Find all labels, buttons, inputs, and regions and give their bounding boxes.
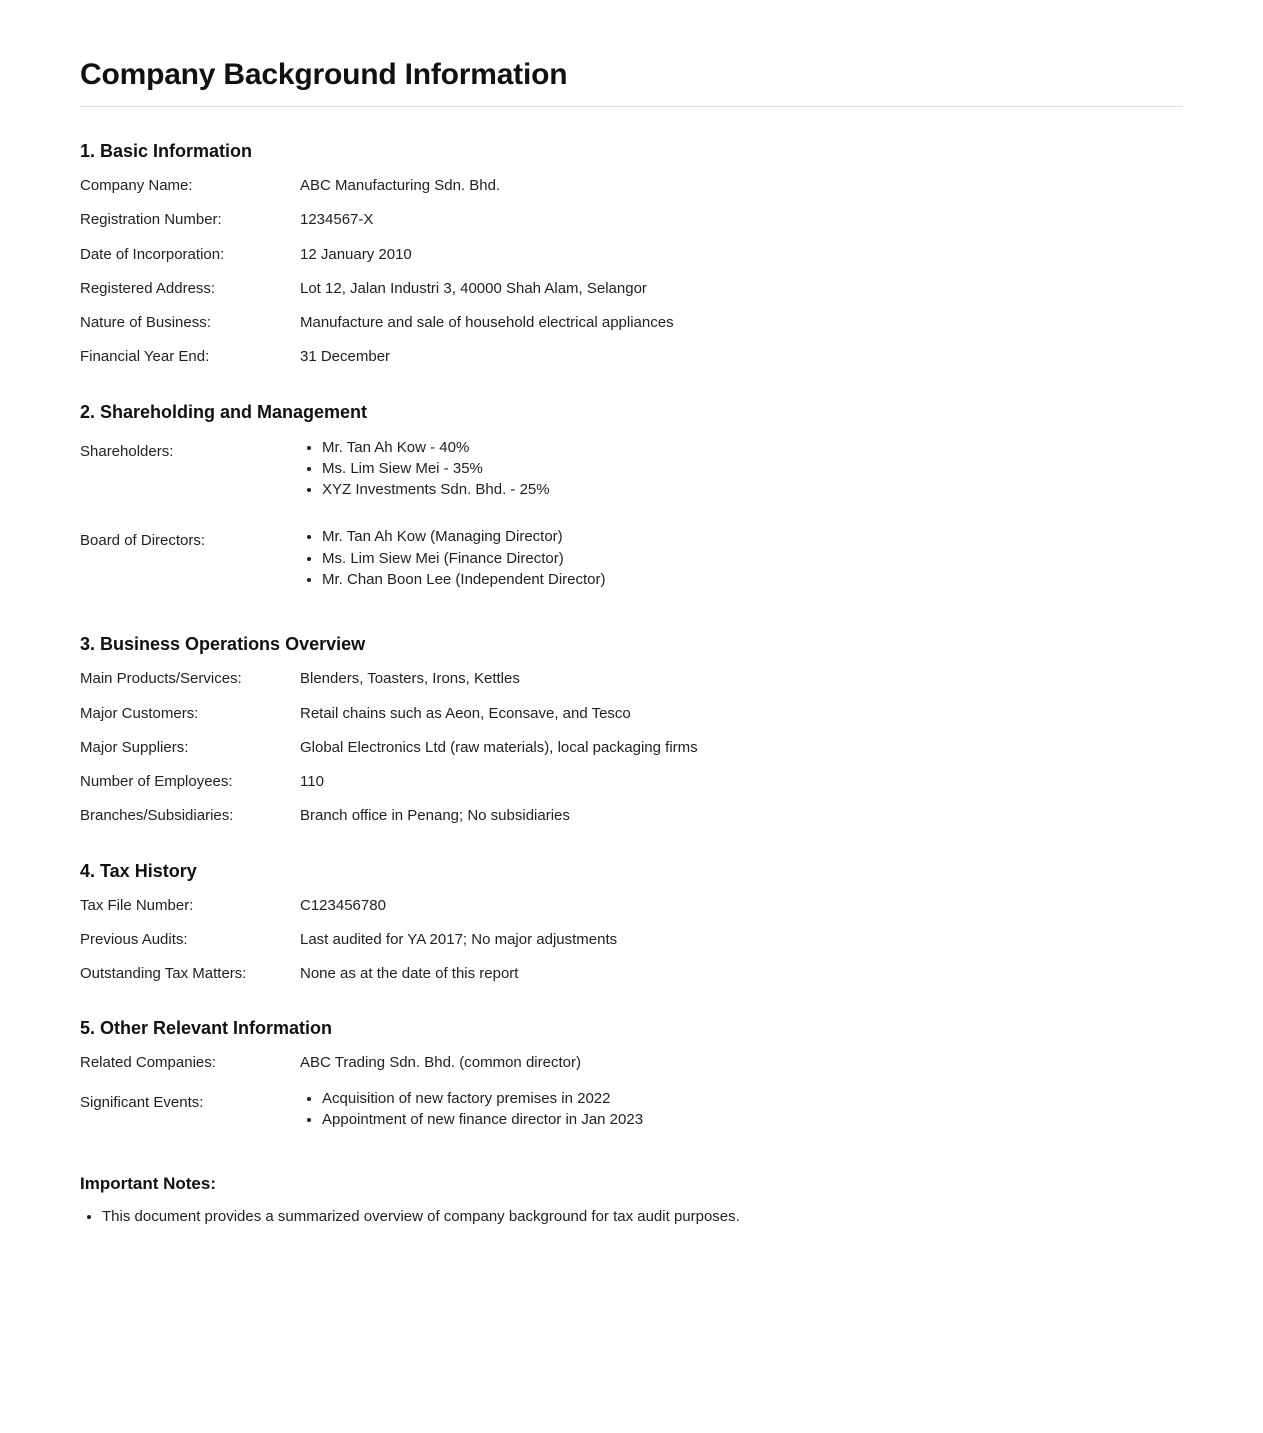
field-label: Registration Number:	[80, 211, 222, 229]
field-label: Previous Audits:	[80, 930, 188, 948]
notes-list	[80, 1206, 1183, 1228]
field-value: None as at the date of this report	[300, 965, 519, 983]
list-item: • Acquisition of new factory premises in 2022	[322, 1088, 643, 1109]
field-label: Major Suppliers:	[80, 738, 189, 756]
field-major-customers	[80, 704, 1183, 724]
field-shareholders	[80, 437, 1183, 501]
list-item: • Mr. Tan Ah Kow - 40%	[322, 437, 550, 458]
section-heading: 5. Other Relevant Information	[80, 1018, 333, 1039]
field-label: Significant Events:	[80, 1093, 204, 1111]
field-value: Retail chains such as Aeon, Econsave, and Tesco	[300, 704, 631, 722]
field-registration-number	[80, 210, 1183, 230]
section-important-notes	[80, 1174, 1183, 1228]
field-label: Registered Address:	[80, 279, 216, 297]
field-value: 1234567-X	[300, 211, 374, 229]
list-item: • Mr. Chan Boon Lee (Independent Director)	[322, 569, 606, 590]
list-item: • Ms. Lim Siew Mei (Finance Director)	[322, 548, 606, 569]
field-label: Nature of Business:	[80, 314, 211, 331]
notes-heading: Important Notes:	[80, 1174, 216, 1194]
field-company-name	[80, 176, 1183, 196]
section-heading: 1. Basic Information	[80, 141, 253, 161]
section-shareholding-and-management	[80, 402, 1183, 591]
field-tax-file-number	[80, 896, 1183, 916]
field-label: Shareholders:	[80, 442, 174, 460]
list-item: • Mr. Tan Ah Kow (Managing Director)	[322, 526, 606, 547]
list-item: • Ms. Lim Siew Mei - 35%	[322, 458, 550, 479]
field-value: 31 December	[300, 348, 391, 366]
field-value: Blenders, Toasters, Irons, Kettles	[300, 670, 520, 688]
field-value	[300, 437, 550, 501]
field-value: Branch office in Penang; No subsidiaries	[300, 807, 570, 825]
list-item: • This document provides a summarized overview of company background for tax audit purposes.	[102, 1206, 1183, 1228]
field-label: Main Products/Services:	[80, 670, 242, 688]
field-label: Major Customers:	[80, 704, 199, 722]
field-value	[300, 1088, 643, 1131]
list-item: • XYZ Investments Sdn. Bhd. - 25%	[322, 479, 550, 500]
significant-events-list	[300, 1088, 643, 1131]
field-value: Global Electronics Ltd (raw materials), local packaging firms	[300, 738, 698, 756]
field-value: ABC Trading Sdn. Bhd. (common director)	[300, 1054, 581, 1072]
section-heading: 4. Tax History	[80, 860, 197, 881]
field-value: C123456780	[300, 896, 386, 914]
field-nature-of-business	[80, 313, 1183, 333]
field-registered-address	[80, 279, 1183, 299]
section-heading: 2. Shareholding and Management	[80, 401, 368, 422]
section-heading: 3. Business Operations Overview	[80, 634, 366, 655]
field-value	[300, 526, 606, 590]
field-major-suppliers	[80, 738, 1183, 758]
field-label: Date of Incorporation:	[80, 245, 225, 263]
field-label: Company Name:	[80, 177, 193, 194]
section-other-relevant-information	[80, 1018, 1183, 1130]
list-item: • Appointment of new finance director in Jan 2023	[322, 1109, 643, 1130]
field-outstanding-tax-matters	[80, 964, 1183, 984]
field-date-of-incorporation	[80, 245, 1183, 265]
field-number-of-employees	[80, 772, 1183, 792]
field-value: 12 January 2010	[300, 245, 412, 263]
section-tax-history	[80, 861, 1183, 985]
field-main-products-services	[80, 669, 1183, 689]
field-financial-year-end	[80, 347, 1183, 367]
section-basic-information	[80, 141, 1183, 368]
field-board-of-directors	[80, 526, 1183, 590]
field-label: Financial Year End:	[80, 348, 210, 366]
field-branches-subsidiaries	[80, 806, 1183, 826]
field-significant-events	[80, 1088, 1183, 1131]
field-value: Last audited for YA 2017; No major adjustments	[300, 930, 618, 948]
page-title: Company Background Information	[80, 58, 568, 91]
section-business-operations-overview	[80, 634, 1183, 826]
field-label: Related Companies:	[80, 1054, 216, 1072]
field-label: Branches/Subsidiaries:	[80, 807, 234, 825]
title-divider	[80, 106, 1183, 107]
field-previous-audits	[80, 930, 1183, 950]
field-label: Number of Employees:	[80, 773, 233, 791]
field-value: ABC Manufacturing Sdn. Bhd.	[300, 177, 501, 194]
field-label: Board of Directors:	[80, 532, 206, 550]
shareholders-list	[300, 437, 550, 501]
directors-list	[300, 526, 606, 590]
field-value: Manufacture and sale of household electrical appliances	[300, 314, 674, 331]
field-value: Lot 12, Jalan Industri 3, 40000 Shah Alam, Selangor	[300, 279, 647, 297]
field-related-companies	[80, 1053, 1183, 1073]
field-label: Outstanding Tax Matters:	[80, 965, 247, 983]
field-label: Tax File Number:	[80, 896, 194, 914]
field-value: 110	[300, 773, 324, 791]
